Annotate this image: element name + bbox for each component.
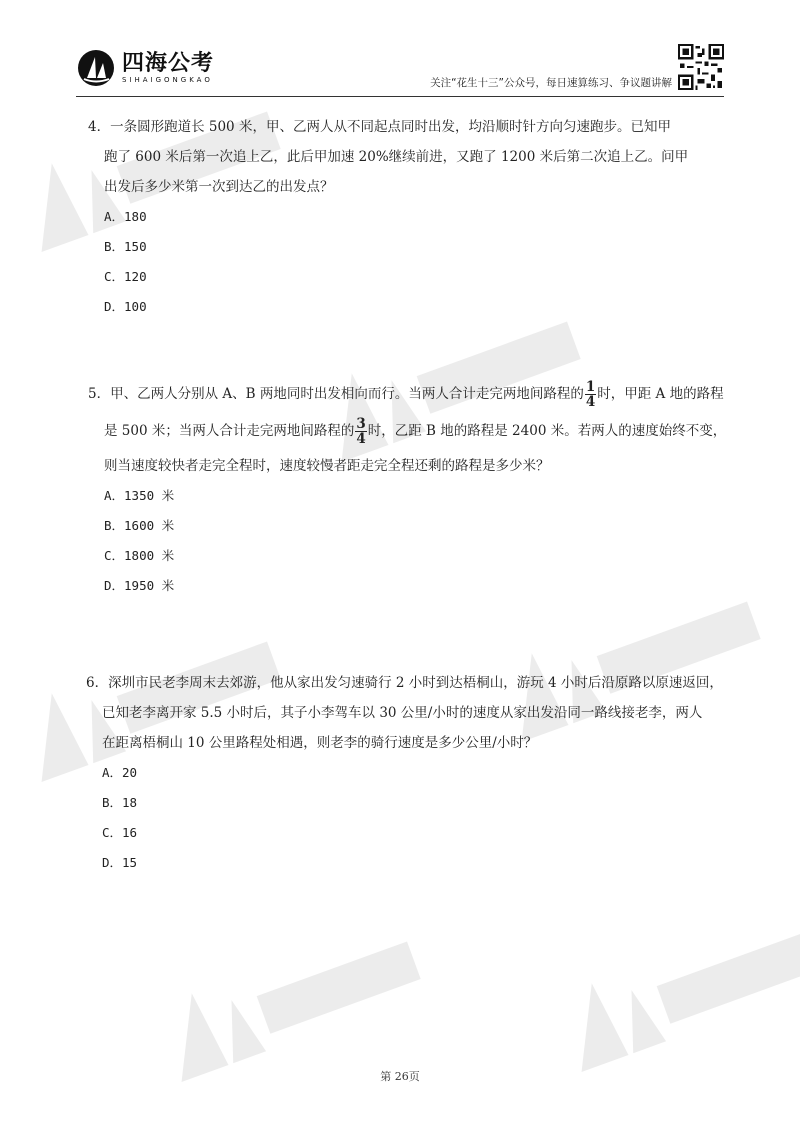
watermark-logo — [529, 882, 800, 1097]
question-text-line: 则当速度较快者走完全程时，速度较慢者距走完全程还剩的路程是多少米？ — [104, 458, 550, 474]
sailboat-logo-icon — [76, 48, 116, 88]
logo-english-name: SIHAIGONGKAO — [122, 75, 213, 84]
option-a: A．20 — [102, 765, 138, 780]
logo — [76, 48, 214, 88]
option-d: D．15 — [102, 855, 138, 870]
question-text-segment: 5．甲、乙两人分别从 A、B 两地同时出发相向而行。当两人合计走完两地间路程的 — [88, 386, 584, 402]
question-text-line: 在距离梧桐山 10 公里路程处相遇，则老李的骑行速度是多少公里/小时？ — [102, 735, 538, 751]
option-d: D．1950 米 — [104, 578, 175, 593]
option-c: C．1800 米 — [104, 548, 175, 563]
question-text-line: 出发后多少米第一次到达乙的出发点？ — [104, 179, 334, 195]
fraction-one-quarter: $\frac{1}{4}$ — [585, 379, 596, 410]
question-4 — [88, 112, 728, 322]
option-b: B．150 — [104, 239, 147, 254]
fraction-three-quarters: $\frac{3}{4}$ — [356, 416, 366, 447]
question-text-line: 跑了 600 米后第一次追上乙，此后甲加速 20%继续前进，又跑了 1200 米后第二次追上乙。问甲 — [104, 149, 689, 165]
question-text-segment: 是 500 米；当两人合计走完两地间路程的 — [104, 423, 355, 439]
question-text-line: 已知老李离开家 5.5 小时后，其子小李驾车以 30 公里/小时的速度从家出发沿同一路线接老李，两人 — [102, 705, 703, 721]
question-text-segment: 时，乙距 B 地的路程是 2400 米。若两人的速度始终不变， — [367, 423, 727, 439]
option-b: B．18 — [102, 795, 138, 810]
option-c: C．120 — [104, 269, 147, 284]
question-text-line — [104, 411, 728, 451]
header-slogan: 关注“花生十三”公众号，每日速算练习、争议题讲解 — [430, 77, 672, 89]
page-header — [0, 0, 800, 100]
question-text-segment: 时，甲距 A 地的路程 — [597, 386, 724, 402]
logo-chinese-name: 四海公考 — [122, 50, 215, 76]
header-divider — [76, 96, 724, 97]
option-a: A．1350 米 — [104, 488, 175, 503]
qr-code-icon — [678, 44, 724, 90]
question-text-line — [88, 377, 728, 411]
page-number: 第 26页 — [380, 1070, 420, 1083]
question-text-line: 4．一条圆形跑道长 500 米，甲、乙两人从不同起点同时出发，均沿顺时针方向匀速跑步。已知甲 — [88, 119, 671, 135]
option-a: A．180 — [104, 209, 147, 224]
question-6 — [86, 668, 746, 878]
option-b: B．1600 米 — [104, 518, 175, 533]
option-c: C．16 — [102, 825, 138, 840]
question-5 — [88, 377, 728, 601]
question-text-line: 6．深圳市民老李周末去郊游，他从家出发匀速骑行 2 小时到达梧桐山，游玩 4 小时后沿原路以原速返回， — [86, 675, 723, 691]
option-d: D．100 — [104, 299, 147, 314]
